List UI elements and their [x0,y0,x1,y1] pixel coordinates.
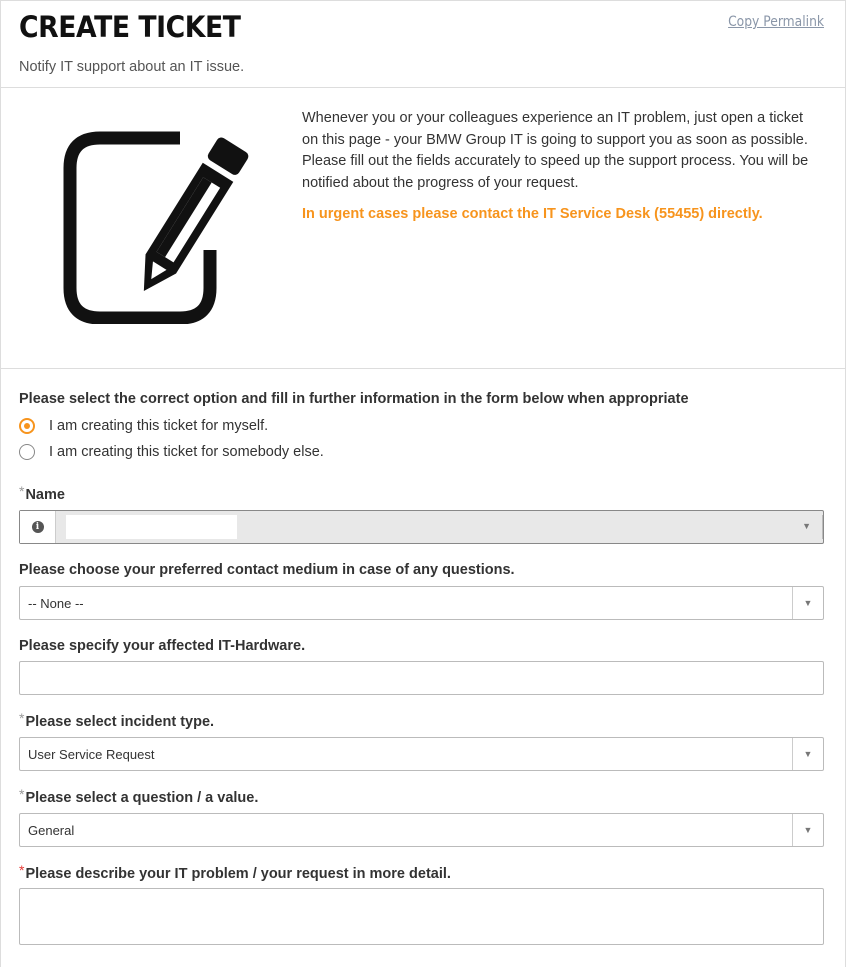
incident-type-value: User Service Request [28,747,155,762]
question-select[interactable] [19,813,824,847]
required-mark: * [19,786,25,802]
chevron-down-icon[interactable]: ▼ [802,521,811,531]
field-divider [822,515,823,539]
name-input[interactable] [66,515,237,539]
chevron-down-icon[interactable]: ▼ [792,587,823,619]
name-field[interactable] [19,510,824,544]
intro-description: Whenever you or your colleagues experience an IT problem, just open a ticket on this page - your BMW Group IT is going to support you as soon as possible. Please fill out the fields accurately to speed up the support process. You will be notified about the progress of your request. [302,110,809,192]
description-textarea[interactable] [19,888,824,945]
radio-button-somebody-else[interactable] [19,444,35,460]
chevron-down-icon[interactable]: ▼ [792,814,823,846]
question-value: General [28,823,75,838]
hardware-input[interactable] [19,661,824,695]
radio-option-myself[interactable] [19,416,268,436]
description-label: *Please describe your IT problem / your request in more detail. [19,862,451,882]
required-mark: * [19,483,25,499]
hardware-label: Please specify your affected IT-Hardware. [19,638,306,654]
contact-medium-value: -- None -- [28,596,84,611]
page-title: CREATE TICKET [19,10,241,44]
edit-pencil-icon [62,130,252,324]
question-label: *Please select a question / a value. [19,786,259,806]
option-prompt: Please select the correct option and fill in further information in the form below when appropriate [19,391,689,407]
radio-option-somebody-else[interactable] [19,442,324,462]
info-icon: i [32,521,44,533]
radio-label-somebody-else: I am creating this ticket for somebody else. [49,444,324,460]
incident-type-label: *Please select incident type. [19,710,215,730]
required-mark: * [19,862,25,878]
page-subtitle: Notify IT support about an IT issue. [19,59,245,75]
required-mark: * [19,710,25,726]
contact-medium-select[interactable] [19,586,824,620]
radio-label-myself: I am creating this ticket for myself. [49,418,269,434]
copy-permalink-link[interactable]: Copy Permalink [728,14,824,30]
contact-medium-label: Please choose your preferred contact medium in case of any questions. [19,562,515,578]
info-icon-button[interactable] [20,511,56,543]
radio-button-myself[interactable] [19,418,35,434]
chevron-down-icon[interactable]: ▼ [792,738,823,770]
urgent-notice: In urgent cases please contact the IT Service Desk (55455) directly. [302,206,763,222]
intro-section [0,88,846,369]
incident-type-select[interactable] [19,737,824,771]
page-header [0,0,846,88]
name-label: *Name [19,483,65,503]
